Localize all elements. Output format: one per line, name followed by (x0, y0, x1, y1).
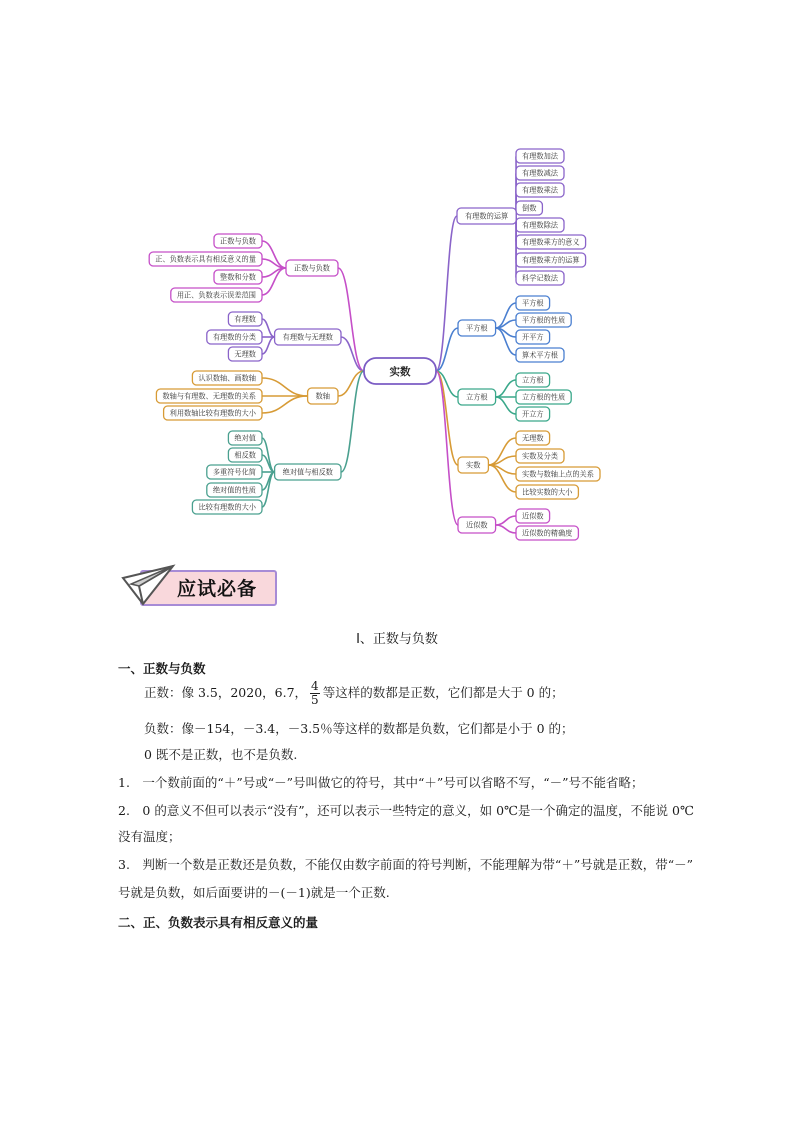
item-3-a: 3. 判断一个数是正数还是负数，不能仅由数字前面的符号判断，不能理解为带“＋”号就是正数，带“－” (118, 857, 693, 872)
fraction (310, 680, 320, 707)
right-child-4-1-label: 近似数的精确度 (522, 528, 573, 538)
zero-line: 0 既不是正数，也不是负数. (144, 747, 298, 762)
left-child-link-1-2 (262, 337, 275, 354)
right-child-0-6-label: 有理数乘方的运算 (522, 255, 580, 265)
right-child-2-2-label: 开立方 (522, 409, 544, 419)
left-child-1-0-label: 有理数 (234, 314, 256, 324)
positive-prefix: 正数：像 3.5，2020，6.7， (144, 685, 308, 700)
left-branch-3-label: 绝对值与相反数 (282, 467, 333, 477)
right-child-3-1-label: 实数及分类 (522, 451, 558, 461)
positive-suffix: 等这样的数都是正数，它们都是大于 0 的； (322, 685, 564, 700)
paper-plane-icon (121, 564, 181, 608)
left-child-2-1-label: 数轴与有理数、无理数的关系 (162, 391, 256, 401)
left-child-3-1-label: 相反数 (234, 450, 256, 460)
right-child-0-4-label: 有理数除法 (522, 220, 558, 230)
right-child-1-1-label: 平方根的性质 (522, 315, 566, 325)
left-branch-link-3 (341, 371, 364, 472)
left-child-3-2-label: 多重符号化简 (212, 467, 256, 477)
right-child-0-2-label: 有理数乘法 (522, 185, 558, 195)
left-branch-link-0 (338, 268, 364, 371)
item-3-b: 号就是负数，如后面要讲的－(－1)就是一个正数. (118, 885, 390, 900)
left-child-0-2-label: 整数和分数 (220, 272, 256, 282)
left-branch-2-label: 数轴 (315, 391, 330, 401)
left-branch-0-label: 正数与负数 (294, 263, 330, 273)
right-branch-1-label: 平方根 (466, 323, 488, 333)
right-child-link-4-0 (496, 516, 516, 525)
left-child-link-2-0 (262, 378, 308, 396)
left-branch-1-label: 有理数与无理数 (282, 332, 333, 342)
left-child-0-3-label: 用正、负数表示误差范围 (176, 290, 256, 300)
right-child-3-0-label: 无理数 (522, 433, 544, 443)
left-child-3-3-label: 绝对值的性质 (212, 485, 256, 495)
right-child-1-0-label: 平方根 (522, 298, 544, 308)
right-child-link-2-2 (496, 397, 516, 414)
item-1: 1. 一个数前面的“＋”号或“－”号叫做它的符号，其中“＋”号可以省略不写，“－”号不能省略； (118, 775, 644, 790)
right-child-4-0-label: 近似数 (522, 511, 544, 521)
exam-banner (121, 564, 281, 608)
right-child-0-7-label: 科学记数法 (522, 273, 558, 283)
left-child-1-1-label: 有理数的分类 (212, 332, 256, 342)
right-branch-2-label: 立方根 (466, 392, 488, 402)
right-child-1-2-label: 开平方 (522, 332, 544, 342)
heading-1: 一、正数与负数 (118, 661, 206, 676)
item-2-b: 没有温度； (118, 829, 181, 844)
left-child-0-0-label: 正数与负数 (220, 236, 256, 246)
right-child-link-4-1 (496, 525, 516, 533)
right-child-0-5-label: 有理数乘方的意义 (522, 237, 580, 247)
right-branch-0-label: 有理数的运算 (465, 211, 509, 221)
left-child-1-2-label: 无理数 (234, 349, 256, 359)
right-child-3-2-label: 实数与数轴上点的关系 (522, 469, 594, 479)
left-child-2-2-label: 利用数轴比较有理数的大小 (169, 408, 256, 418)
item-2-a: 2. 0 的意义不但可以表示“没有”，还可以表示一些特定的意义，如 0℃是一个确定的温度，不能说 0℃ (118, 803, 694, 818)
right-child-2-1-label: 立方根的性质 (522, 392, 566, 402)
left-child-2-0-label: 认识数轴、画数轴 (198, 373, 256, 383)
right-branch-link-0 (436, 216, 457, 371)
heading-2: 二、正、负数表示具有相反意义的量 (118, 915, 319, 930)
fraction-numerator: 4 (311, 679, 319, 693)
right-branch-4-label: 近似数 (466, 520, 488, 530)
right-child-2-0-label: 立方根 (522, 375, 544, 385)
right-child-link-2-0 (496, 380, 516, 397)
positive-line (144, 680, 564, 707)
left-child-3-4-label: 比较有理数的大小 (198, 502, 256, 512)
left-child-link-2-2 (262, 396, 308, 413)
banner-title: 应试必备 (177, 578, 258, 600)
left-branch-link-1 (341, 337, 364, 371)
section-title: Ⅰ、正数与负数 (356, 632, 438, 647)
right-branch-3-label: 实数 (466, 460, 481, 470)
right-child-1-3-label: 算术平方根 (522, 350, 558, 360)
right-child-0-0-label: 有理数加法 (522, 151, 558, 161)
right-child-3-3-label: 比较实数的大小 (522, 487, 573, 497)
mind-map (0, 0, 794, 560)
right-child-0-3-label: 倒数 (522, 203, 537, 213)
right-branch-link-4 (436, 371, 458, 525)
left-child-3-0-label: 绝对值 (234, 433, 256, 443)
fraction-denominator: 5 (311, 693, 319, 707)
negative-line: 负数：像－154，－3.4，－3.5％等这样的数都是负数，它们都是小于 0 的； (144, 721, 574, 736)
left-child-link-1-0 (262, 319, 275, 337)
left-child-0-1-label: 正、负数表示具有相反意义的量 (155, 254, 256, 264)
right-child-0-1-label: 有理数减法 (522, 168, 558, 178)
center-node-label: 实数 (389, 366, 411, 378)
